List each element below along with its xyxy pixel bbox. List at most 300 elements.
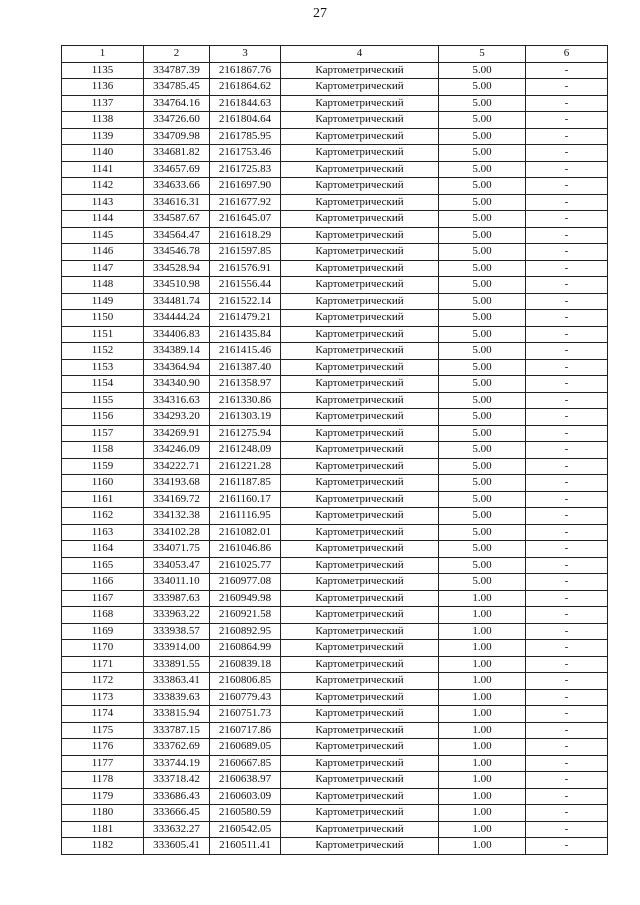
method-cell: Картометрический — [281, 343, 439, 360]
method-cell: Картометрический — [281, 491, 439, 508]
point-number-cell: 1171 — [62, 656, 144, 673]
note-cell: - — [526, 788, 608, 805]
x-coordinate-cell: 333666.45 — [144, 805, 210, 822]
accuracy-cell: 5.00 — [439, 508, 526, 525]
y-coordinate-cell: 2161330.86 — [210, 392, 281, 409]
note-cell: - — [526, 227, 608, 244]
table-row — [62, 128, 608, 145]
y-coordinate-cell: 2160977.08 — [210, 574, 281, 591]
x-coordinate-cell: 334169.72 — [144, 491, 210, 508]
y-coordinate-cell: 2161725.83 — [210, 161, 281, 178]
method-cell: Картометрический — [281, 656, 439, 673]
y-coordinate-cell: 2161867.76 — [210, 62, 281, 79]
method-cell: Картометрический — [281, 79, 439, 96]
point-number-cell: 1180 — [62, 805, 144, 822]
x-coordinate-cell: 333938.57 — [144, 623, 210, 640]
y-coordinate-cell: 2161864.62 — [210, 79, 281, 96]
point-number-cell: 1137 — [62, 95, 144, 112]
y-coordinate-cell: 2160717.86 — [210, 722, 281, 739]
method-cell: Картометрический — [281, 293, 439, 310]
x-coordinate-cell: 334132.38 — [144, 508, 210, 525]
method-cell: Картометрический — [281, 244, 439, 261]
x-coordinate-cell: 333891.55 — [144, 656, 210, 673]
header-row — [62, 46, 608, 63]
method-cell: Картометрический — [281, 227, 439, 244]
point-number-cell: 1147 — [62, 260, 144, 277]
point-number-cell: 1172 — [62, 673, 144, 690]
method-cell: Картометрический — [281, 277, 439, 294]
note-cell: - — [526, 62, 608, 79]
x-coordinate-cell: 334657.69 — [144, 161, 210, 178]
method-cell: Картометрический — [281, 590, 439, 607]
accuracy-cell: 5.00 — [439, 359, 526, 376]
table-row — [62, 326, 608, 343]
method-cell: Картометрический — [281, 194, 439, 211]
x-coordinate-cell: 334510.98 — [144, 277, 210, 294]
accuracy-cell: 5.00 — [439, 524, 526, 541]
y-coordinate-cell: 2160864.99 — [210, 640, 281, 657]
note-cell: - — [526, 640, 608, 657]
x-coordinate-cell: 333839.63 — [144, 689, 210, 706]
accuracy-cell: 5.00 — [439, 145, 526, 162]
accuracy-cell: 5.00 — [439, 557, 526, 574]
y-coordinate-cell: 2160806.85 — [210, 673, 281, 690]
table-row — [62, 62, 608, 79]
method-cell: Картометрический — [281, 95, 439, 112]
table-row — [62, 491, 608, 508]
method-cell: Картометрический — [281, 458, 439, 475]
x-coordinate-cell: 334293.20 — [144, 409, 210, 426]
note-cell: - — [526, 656, 608, 673]
x-coordinate-cell: 333632.27 — [144, 821, 210, 838]
x-coordinate-cell: 334528.94 — [144, 260, 210, 277]
x-coordinate-cell: 334587.67 — [144, 211, 210, 228]
table-row — [62, 590, 608, 607]
method-cell: Картометрический — [281, 689, 439, 706]
method-cell: Картометрический — [281, 425, 439, 442]
point-number-cell: 1179 — [62, 788, 144, 805]
point-number-cell: 1143 — [62, 194, 144, 211]
note-cell: - — [526, 79, 608, 96]
x-coordinate-cell: 334481.74 — [144, 293, 210, 310]
table-row — [62, 805, 608, 822]
point-number-cell: 1166 — [62, 574, 144, 591]
accuracy-cell: 5.00 — [439, 79, 526, 96]
table-row — [62, 458, 608, 475]
x-coordinate-cell: 334564.47 — [144, 227, 210, 244]
point-number-cell: 1162 — [62, 508, 144, 525]
table-row — [62, 838, 608, 855]
method-cell: Картометрический — [281, 607, 439, 624]
table-row — [62, 524, 608, 541]
y-coordinate-cell: 2161116.95 — [210, 508, 281, 525]
column-header: 4 — [281, 46, 439, 63]
point-number-cell: 1168 — [62, 607, 144, 624]
table-row — [62, 79, 608, 96]
column-header: 5 — [439, 46, 526, 63]
y-coordinate-cell: 2160921.58 — [210, 607, 281, 624]
note-cell: - — [526, 755, 608, 772]
point-number-cell: 1154 — [62, 376, 144, 393]
y-coordinate-cell: 2161753.46 — [210, 145, 281, 162]
y-coordinate-cell: 2160779.43 — [210, 689, 281, 706]
note-cell: - — [526, 310, 608, 327]
note-cell: - — [526, 590, 608, 607]
accuracy-cell: 5.00 — [439, 458, 526, 475]
y-coordinate-cell: 2160638.97 — [210, 772, 281, 789]
accuracy-cell: 5.00 — [439, 95, 526, 112]
note-cell: - — [526, 524, 608, 541]
x-coordinate-cell: 334787.39 — [144, 62, 210, 79]
accuracy-cell: 1.00 — [439, 623, 526, 640]
point-number-cell: 1145 — [62, 227, 144, 244]
table-row — [62, 706, 608, 723]
point-number-cell: 1182 — [62, 838, 144, 855]
accuracy-cell: 5.00 — [439, 277, 526, 294]
x-coordinate-cell: 334269.91 — [144, 425, 210, 442]
x-coordinate-cell: 333987.63 — [144, 590, 210, 607]
point-number-cell: 1149 — [62, 293, 144, 310]
x-coordinate-cell: 334340.90 — [144, 376, 210, 393]
x-coordinate-cell: 334102.28 — [144, 524, 210, 541]
point-number-cell: 1140 — [62, 145, 144, 162]
note-cell: - — [526, 112, 608, 129]
x-coordinate-cell: 334785.45 — [144, 79, 210, 96]
y-coordinate-cell: 2160892.95 — [210, 623, 281, 640]
note-cell: - — [526, 211, 608, 228]
y-coordinate-cell: 2161597.85 — [210, 244, 281, 261]
accuracy-cell: 5.00 — [439, 442, 526, 459]
table-row — [62, 95, 608, 112]
note-cell: - — [526, 623, 608, 640]
method-cell: Картометрический — [281, 359, 439, 376]
point-number-cell: 1169 — [62, 623, 144, 640]
note-cell: - — [526, 475, 608, 492]
method-cell: Картометрический — [281, 722, 439, 739]
y-coordinate-cell: 2161697.90 — [210, 178, 281, 195]
note-cell: - — [526, 442, 608, 459]
note-cell: - — [526, 458, 608, 475]
method-cell: Картометрический — [281, 442, 439, 459]
table-row — [62, 574, 608, 591]
point-number-cell: 1176 — [62, 739, 144, 756]
method-cell: Картометрический — [281, 640, 439, 657]
note-cell: - — [526, 145, 608, 162]
point-number-cell: 1159 — [62, 458, 144, 475]
point-number-cell: 1139 — [62, 128, 144, 145]
accuracy-cell: 1.00 — [439, 673, 526, 690]
method-cell: Картометрический — [281, 376, 439, 393]
method-cell: Картометрический — [281, 706, 439, 723]
accuracy-cell: 5.00 — [439, 227, 526, 244]
y-coordinate-cell: 2160542.05 — [210, 821, 281, 838]
note-cell: - — [526, 244, 608, 261]
x-coordinate-cell: 333718.42 — [144, 772, 210, 789]
point-number-cell: 1135 — [62, 62, 144, 79]
point-number-cell: 1136 — [62, 79, 144, 96]
table-row — [62, 772, 608, 789]
accuracy-cell: 5.00 — [439, 491, 526, 508]
method-cell: Картометрический — [281, 788, 439, 805]
y-coordinate-cell: 2161160.17 — [210, 491, 281, 508]
note-cell: - — [526, 838, 608, 855]
y-coordinate-cell: 2161645.07 — [210, 211, 281, 228]
x-coordinate-cell: 334364.94 — [144, 359, 210, 376]
point-number-cell: 1150 — [62, 310, 144, 327]
x-coordinate-cell: 334616.31 — [144, 194, 210, 211]
y-coordinate-cell: 2160580.59 — [210, 805, 281, 822]
x-coordinate-cell: 334726.60 — [144, 112, 210, 129]
note-cell: - — [526, 178, 608, 195]
page-number: 27 — [313, 6, 327, 21]
table-row — [62, 161, 608, 178]
accuracy-cell: 1.00 — [439, 838, 526, 855]
table-row — [62, 739, 608, 756]
y-coordinate-cell: 2160839.18 — [210, 656, 281, 673]
point-number-cell: 1178 — [62, 772, 144, 789]
note-cell: - — [526, 821, 608, 838]
y-coordinate-cell: 2161785.95 — [210, 128, 281, 145]
y-coordinate-cell: 2161025.77 — [210, 557, 281, 574]
y-coordinate-cell: 2161435.84 — [210, 326, 281, 343]
note-cell: - — [526, 409, 608, 426]
method-cell: Картометрический — [281, 673, 439, 690]
accuracy-cell: 1.00 — [439, 772, 526, 789]
table-row — [62, 178, 608, 195]
note-cell: - — [526, 260, 608, 277]
accuracy-cell: 1.00 — [439, 640, 526, 657]
x-coordinate-cell: 334406.83 — [144, 326, 210, 343]
method-cell: Картометрический — [281, 739, 439, 756]
point-number-cell: 1158 — [62, 442, 144, 459]
y-coordinate-cell: 2161576.91 — [210, 260, 281, 277]
column-header: 3 — [210, 46, 281, 63]
note-cell: - — [526, 95, 608, 112]
method-cell: Картометрический — [281, 161, 439, 178]
y-coordinate-cell: 2161677.92 — [210, 194, 281, 211]
accuracy-cell: 1.00 — [439, 821, 526, 838]
x-coordinate-cell: 334222.71 — [144, 458, 210, 475]
point-number-cell: 1161 — [62, 491, 144, 508]
table-row — [62, 376, 608, 393]
column-header: 2 — [144, 46, 210, 63]
x-coordinate-cell: 334764.16 — [144, 95, 210, 112]
method-cell: Картометрический — [281, 62, 439, 79]
table-row — [62, 211, 608, 228]
accuracy-cell: 1.00 — [439, 722, 526, 739]
table-row — [62, 227, 608, 244]
accuracy-cell: 1.00 — [439, 656, 526, 673]
x-coordinate-cell: 334681.82 — [144, 145, 210, 162]
point-number-cell: 1167 — [62, 590, 144, 607]
x-coordinate-cell: 333744.19 — [144, 755, 210, 772]
table-row — [62, 244, 608, 261]
table-header — [62, 46, 608, 63]
table-row — [62, 557, 608, 574]
note-cell: - — [526, 689, 608, 706]
note-cell: - — [526, 392, 608, 409]
method-cell: Картометрический — [281, 524, 439, 541]
accuracy-cell: 1.00 — [439, 607, 526, 624]
x-coordinate-cell: 334071.75 — [144, 541, 210, 558]
table-row — [62, 722, 608, 739]
table-row — [62, 821, 608, 838]
table-row — [62, 475, 608, 492]
x-coordinate-cell: 334246.09 — [144, 442, 210, 459]
method-cell: Картометрический — [281, 310, 439, 327]
accuracy-cell: 5.00 — [439, 211, 526, 228]
accuracy-cell: 5.00 — [439, 310, 526, 327]
accuracy-cell: 5.00 — [439, 475, 526, 492]
note-cell: - — [526, 326, 608, 343]
note-cell: - — [526, 376, 608, 393]
method-cell: Картометрический — [281, 178, 439, 195]
table-row — [62, 689, 608, 706]
point-number-cell: 1157 — [62, 425, 144, 442]
point-number-cell: 1156 — [62, 409, 144, 426]
table-row — [62, 112, 608, 129]
accuracy-cell: 1.00 — [439, 755, 526, 772]
point-number-cell: 1148 — [62, 277, 144, 294]
x-coordinate-cell: 333787.15 — [144, 722, 210, 739]
table-row — [62, 277, 608, 294]
x-coordinate-cell: 333686.43 — [144, 788, 210, 805]
accuracy-cell: 5.00 — [439, 541, 526, 558]
y-coordinate-cell: 2160603.09 — [210, 788, 281, 805]
accuracy-cell: 5.00 — [439, 392, 526, 409]
accuracy-cell: 5.00 — [439, 194, 526, 211]
table-row — [62, 293, 608, 310]
note-cell: - — [526, 706, 608, 723]
method-cell: Картометрический — [281, 409, 439, 426]
table-row — [62, 623, 608, 640]
note-cell: - — [526, 277, 608, 294]
method-cell: Картометрический — [281, 805, 439, 822]
table-row — [62, 541, 608, 558]
point-number-cell: 1142 — [62, 178, 144, 195]
note-cell: - — [526, 541, 608, 558]
method-cell: Картометрический — [281, 541, 439, 558]
y-coordinate-cell: 2161082.01 — [210, 524, 281, 541]
x-coordinate-cell: 333863.41 — [144, 673, 210, 690]
x-coordinate-cell: 333605.41 — [144, 838, 210, 855]
y-coordinate-cell: 2161556.44 — [210, 277, 281, 294]
note-cell: - — [526, 343, 608, 360]
coordinates-table — [61, 45, 608, 855]
accuracy-cell: 1.00 — [439, 805, 526, 822]
y-coordinate-cell: 2160511.41 — [210, 838, 281, 855]
method-cell: Картометрический — [281, 260, 439, 277]
table-row — [62, 442, 608, 459]
point-number-cell: 1141 — [62, 161, 144, 178]
note-cell: - — [526, 574, 608, 591]
accuracy-cell: 5.00 — [439, 574, 526, 591]
point-number-cell: 1153 — [62, 359, 144, 376]
y-coordinate-cell: 2160667.85 — [210, 755, 281, 772]
method-cell: Картометрический — [281, 211, 439, 228]
column-header: 1 — [62, 46, 144, 63]
note-cell: - — [526, 557, 608, 574]
accuracy-cell: 5.00 — [439, 326, 526, 343]
x-coordinate-cell: 334316.63 — [144, 392, 210, 409]
y-coordinate-cell: 2161187.85 — [210, 475, 281, 492]
point-number-cell: 1138 — [62, 112, 144, 129]
accuracy-cell: 5.00 — [439, 128, 526, 145]
table-row — [62, 640, 608, 657]
point-number-cell: 1160 — [62, 475, 144, 492]
y-coordinate-cell: 2161046.86 — [210, 541, 281, 558]
note-cell: - — [526, 805, 608, 822]
x-coordinate-cell: 334633.66 — [144, 178, 210, 195]
note-cell: - — [526, 508, 608, 525]
x-coordinate-cell: 334053.47 — [144, 557, 210, 574]
y-coordinate-cell: 2161248.09 — [210, 442, 281, 459]
table-row — [62, 673, 608, 690]
method-cell: Картометрический — [281, 145, 439, 162]
table-row — [62, 194, 608, 211]
table-row — [62, 788, 608, 805]
table-row — [62, 755, 608, 772]
table-row — [62, 260, 608, 277]
method-cell: Картометрический — [281, 392, 439, 409]
method-cell: Картометрический — [281, 838, 439, 855]
method-cell: Картометрический — [281, 475, 439, 492]
point-number-cell: 1177 — [62, 755, 144, 772]
note-cell: - — [526, 128, 608, 145]
point-number-cell: 1181 — [62, 821, 144, 838]
point-number-cell: 1164 — [62, 541, 144, 558]
y-coordinate-cell: 2161415.46 — [210, 343, 281, 360]
accuracy-cell: 5.00 — [439, 425, 526, 442]
note-cell: - — [526, 739, 608, 756]
point-number-cell: 1152 — [62, 343, 144, 360]
accuracy-cell: 5.00 — [439, 293, 526, 310]
table-row — [62, 425, 608, 442]
accuracy-cell: 5.00 — [439, 161, 526, 178]
accuracy-cell: 5.00 — [439, 112, 526, 129]
column-header: 6 — [526, 46, 608, 63]
table-row — [62, 343, 608, 360]
note-cell: - — [526, 772, 608, 789]
table-row — [62, 145, 608, 162]
x-coordinate-cell: 334546.78 — [144, 244, 210, 261]
accuracy-cell: 5.00 — [439, 260, 526, 277]
x-coordinate-cell: 334193.68 — [144, 475, 210, 492]
accuracy-cell: 1.00 — [439, 739, 526, 756]
accuracy-cell: 5.00 — [439, 62, 526, 79]
point-number-cell: 1173 — [62, 689, 144, 706]
accuracy-cell: 1.00 — [439, 788, 526, 805]
point-number-cell: 1151 — [62, 326, 144, 343]
point-number-cell: 1155 — [62, 392, 144, 409]
point-number-cell: 1163 — [62, 524, 144, 541]
y-coordinate-cell: 2161804.64 — [210, 112, 281, 129]
accuracy-cell: 1.00 — [439, 590, 526, 607]
note-cell: - — [526, 293, 608, 310]
point-number-cell: 1170 — [62, 640, 144, 657]
note-cell: - — [526, 722, 608, 739]
method-cell: Картометрический — [281, 557, 439, 574]
x-coordinate-cell: 333963.22 — [144, 607, 210, 624]
point-number-cell: 1174 — [62, 706, 144, 723]
method-cell: Картометрический — [281, 326, 439, 343]
note-cell: - — [526, 359, 608, 376]
method-cell: Картометрический — [281, 508, 439, 525]
accuracy-cell: 5.00 — [439, 244, 526, 261]
y-coordinate-cell: 2161618.29 — [210, 227, 281, 244]
table-body — [62, 62, 608, 854]
method-cell: Картометрический — [281, 772, 439, 789]
